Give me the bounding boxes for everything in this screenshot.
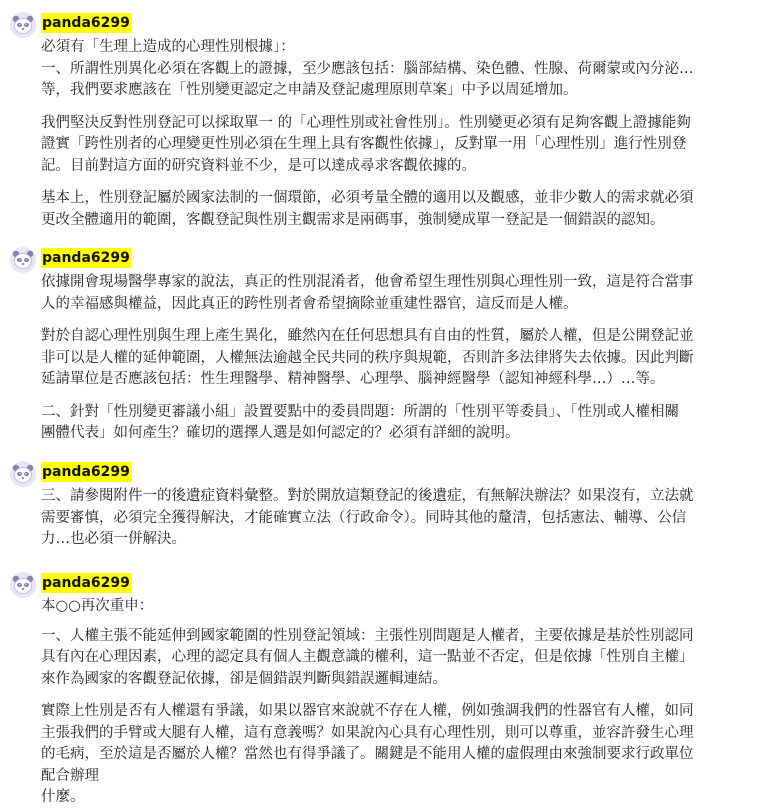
comment-paragraph [41,272,746,315]
comment-text-line: 團體代表」如何產生？確切的選擇人選是如何認定的？必須有詳細的說明。 [41,425,520,441]
comment-paragraph [41,113,746,178]
comment-text-line: 延請單位是否應該包括：性生理醫學、精神醫學、心理學、腦神經醫學（認知神經科學…）…等。 [41,371,665,387]
comment-paragraph [41,626,746,691]
comment-paragraph [41,402,746,445]
comment-text-line: 我們堅決反對性別登記可以採取單一 的「心理性別或社會性別」。性別變更必須有足夠客觀上證據能夠 [41,114,691,131]
comment-text-line: 一、人權主張不能延伸到國家範圍的性別登記領域：主張性別問題是人權者，主要依據是基於性別認同 [41,627,694,644]
panda-avatar-icon[interactable] [10,572,36,598]
comment-text-line: 依據開會現場醫學專家的說法，真正的性別混淆者，他會希望生理性別與心理性別一致，這是符合當事 [41,274,694,290]
comment-text-line: 等，我們要求應該在「性別變更認定之申請及登記處理原則草案」中予以周延增加。 [41,82,578,98]
panda-avatar-icon[interactable] [10,461,36,487]
comment-text-line: 證實「跨性別者的心理變更性別必須在生理上具有客觀性依據」，反對單一用「心理性別」進行性別登 [41,136,687,152]
panda-avatar-icon[interactable] [10,247,36,273]
comment-text-line: 非可以是人權的延伸範圍，人權無法逾越全民共同的秩序與規範，否則許多法律將失去依據。因此判斷 [41,349,694,366]
comment-body [41,486,746,562]
comment-paragraph [41,701,746,809]
comment-body [41,596,746,809]
comment-username[interactable]: panda6299 [42,575,130,591]
comment-text-line: 必須有「生理上造成的心理性別根據」： [41,39,295,55]
comment-text-line: 主張我們的手臂或大腿有人權，這有意義嗎？如果說內心具有心理性別，則可以尊重，並容許發生心理 [41,724,694,741]
comment-body [41,37,746,242]
comment-text-line: 三、請參閱附件一的後遺症資料彙整。對於開放這類登記的後遺症，有無解決辦法？如果沒有，立法就 [41,488,694,504]
comment-paragraph [41,486,746,551]
comment-paragraph [41,596,746,618]
comment-text-line: 一、所謂性別異化必須在客觀上的證據，至少應該包括：腦部結構、染色體、性腺、荷爾蒙或內分泌… [41,60,694,77]
comment-body [41,272,746,456]
comment-paragraph [41,188,746,231]
comment-text-line: 來作為國家的客觀登記依據，卻是個錯誤判斷與錯誤邏輯連結。 [41,670,447,687]
comment-text-line: 基本上，性別登記屬於國家法制的一個環節，必須考量全體的適用以及觀感，並非少數人的需求就必須 [41,190,694,206]
comment-username[interactable]: panda6299 [42,250,130,266]
comment-text-line: 對於自認心理性別與生理上產生異化，雖然內在任何思想具有自由的性質，屬於人權，但是公開登記並 [41,328,694,344]
comment-text-line: 什麼。 [41,789,85,805]
comment-paragraph [41,37,746,102]
comment-text-line: 需要審慎，必須完全獲得解決，才能確實立法（行政命令）。同時其他的釐清，包括憲法、輔導、公信 [41,509,687,526]
comment-text-line: 記。目前對這方面的研究資料並不少，是可以達成尋求客觀依據的。 [41,157,476,174]
comment-text-line: 人的幸福感與權益，因此真正的跨性別者會希望摘除並重建性器官，這反而是人權。 [41,295,578,312]
panda-avatar-icon[interactable] [10,12,36,38]
comment-text-line: 更改全體適用的範圍，客觀登記與性別主觀需求是兩碼事，強制變成單一登記是一個錯誤的認知。 [41,211,665,228]
comment-text-line: 力…也必須一併解決。 [41,531,186,547]
comment-paragraph [41,326,746,391]
comment-username[interactable]: panda6299 [42,464,130,480]
comment-text-line: 具有內在心理因素，心理的認定具有個人主觀意識的權利，這一點並不否定，但是依據「性別自主權」 [41,649,694,665]
comment-text-line: 的毛病，至於這是否屬於人權？當然也有得爭議了。關鍵是不能用人權的虛假理由來強制要求行政單位 [41,746,694,762]
comment-text-line: 配合辦理 [41,767,99,784]
comment-text-line: 二、針對「性別變更審議小組」設置要點中的委員問題：所謂的「性別平等委員」、「性別或人權相關 [41,403,679,420]
comment-username[interactable]: panda6299 [42,15,130,31]
comment-text-line: 實際上性別是否有人權還有爭議，如果以器官來說就不存在人權，例如強調我們的性器官有人權，如同 [41,703,694,719]
comment-text-line: 本○○再次重申： [41,598,154,614]
